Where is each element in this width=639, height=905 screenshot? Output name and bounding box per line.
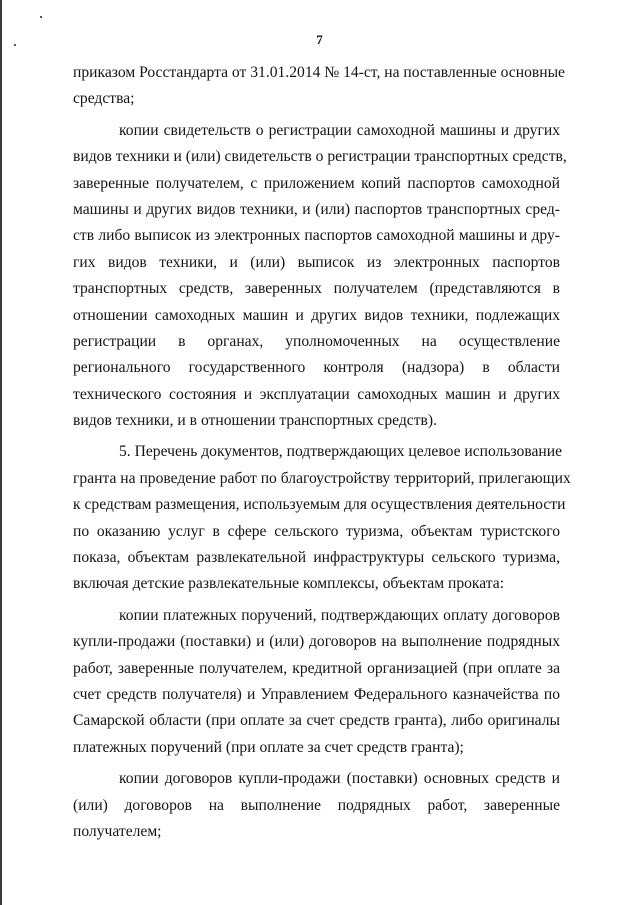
text-line: регионального государственного контроля (надзора) в области	[73, 359, 560, 377]
document-body	[73, 60, 571, 845]
text-line: гих видов техники, и (или) выписок из электронных паспортов	[73, 253, 560, 271]
text-line: работ, заверенные получателем, кредитной организацией (при оплате за	[73, 659, 560, 677]
text-line: видов техники, и в отношении транспортных средств).	[73, 412, 437, 430]
text-line: включая детские развлекательные комплексы, объектам проката:	[73, 575, 505, 593]
text-line: показа, объектам развлекательной инфраструктуры сельского туризма,	[73, 549, 560, 567]
text-line: счет средств получателя) и Управлением Федерального казначейства по	[73, 685, 560, 703]
text-line: 5. Перечень документов, подтверждающих целевое использование	[119, 443, 563, 461]
text-line: ств либо выписок из электронных паспортов самоходной машины и дру-	[73, 227, 560, 245]
text-line: технического состояния и эксплуатации самоходных машин и других	[73, 385, 560, 403]
text-line: к средствам размещения, используемым для осуществления деятельности	[73, 496, 566, 514]
scan-edge-line	[0, 0, 2, 905]
text-line: купли-продажи (поставки) и (или) договоров на выполнение подрядных	[73, 633, 560, 651]
text-line: средства;	[73, 90, 135, 108]
paragraph	[73, 60, 565, 113]
text-line: копии договоров купли-продажи (поставки) основных средств и	[119, 770, 560, 788]
text-line: по оказанию услуг в сфере сельского туризма, объектам туристского	[73, 522, 560, 540]
text-line: заверенные получателем, с приложением копий паспортов самоходной	[73, 174, 560, 192]
text-line: отношении самоходных машин и других видов техники, подлежащих	[73, 306, 560, 324]
text-line: платежных поручений (при оплате за счет средств гранта);	[73, 738, 464, 756]
text-line: получателем;	[73, 822, 162, 840]
text-line: (или) договоров на выполнение подрядных работ, заверенные	[73, 796, 560, 814]
text-line: машины и других видов техники, и (или) паспортов транспортных сред-	[73, 200, 560, 218]
text-line: регистрации в органах, уполномоченных на осуществление	[73, 332, 560, 350]
text-line: приказом Росстандарта от 31.01.2014 № 14-ст, на поставленные основные	[73, 64, 565, 81]
text-line: Самарской области (при оплате за счет средств гранта), либо оригиналы	[73, 712, 560, 730]
paragraph	[73, 118, 567, 435]
text-line: копии платежных поручений, подтверждающих оплату договоров	[119, 606, 560, 624]
scan-speck	[40, 16, 42, 18]
page-number: 7	[316, 32, 323, 47]
text-line: видов техники и (или) свидетельств о регистрации транспортных средств,	[73, 148, 567, 166]
text-line: копии свидетельств о регистрации самоходной машины и других	[119, 121, 560, 139]
paragraph	[73, 766, 560, 845]
text-line: транспортных средств, заверенных получателем (представляются в	[73, 280, 560, 298]
text-line: гранта на проведение работ по благоустройству территорий, прилегающих	[73, 469, 571, 487]
paragraph	[73, 439, 571, 597]
paragraph	[73, 603, 560, 761]
